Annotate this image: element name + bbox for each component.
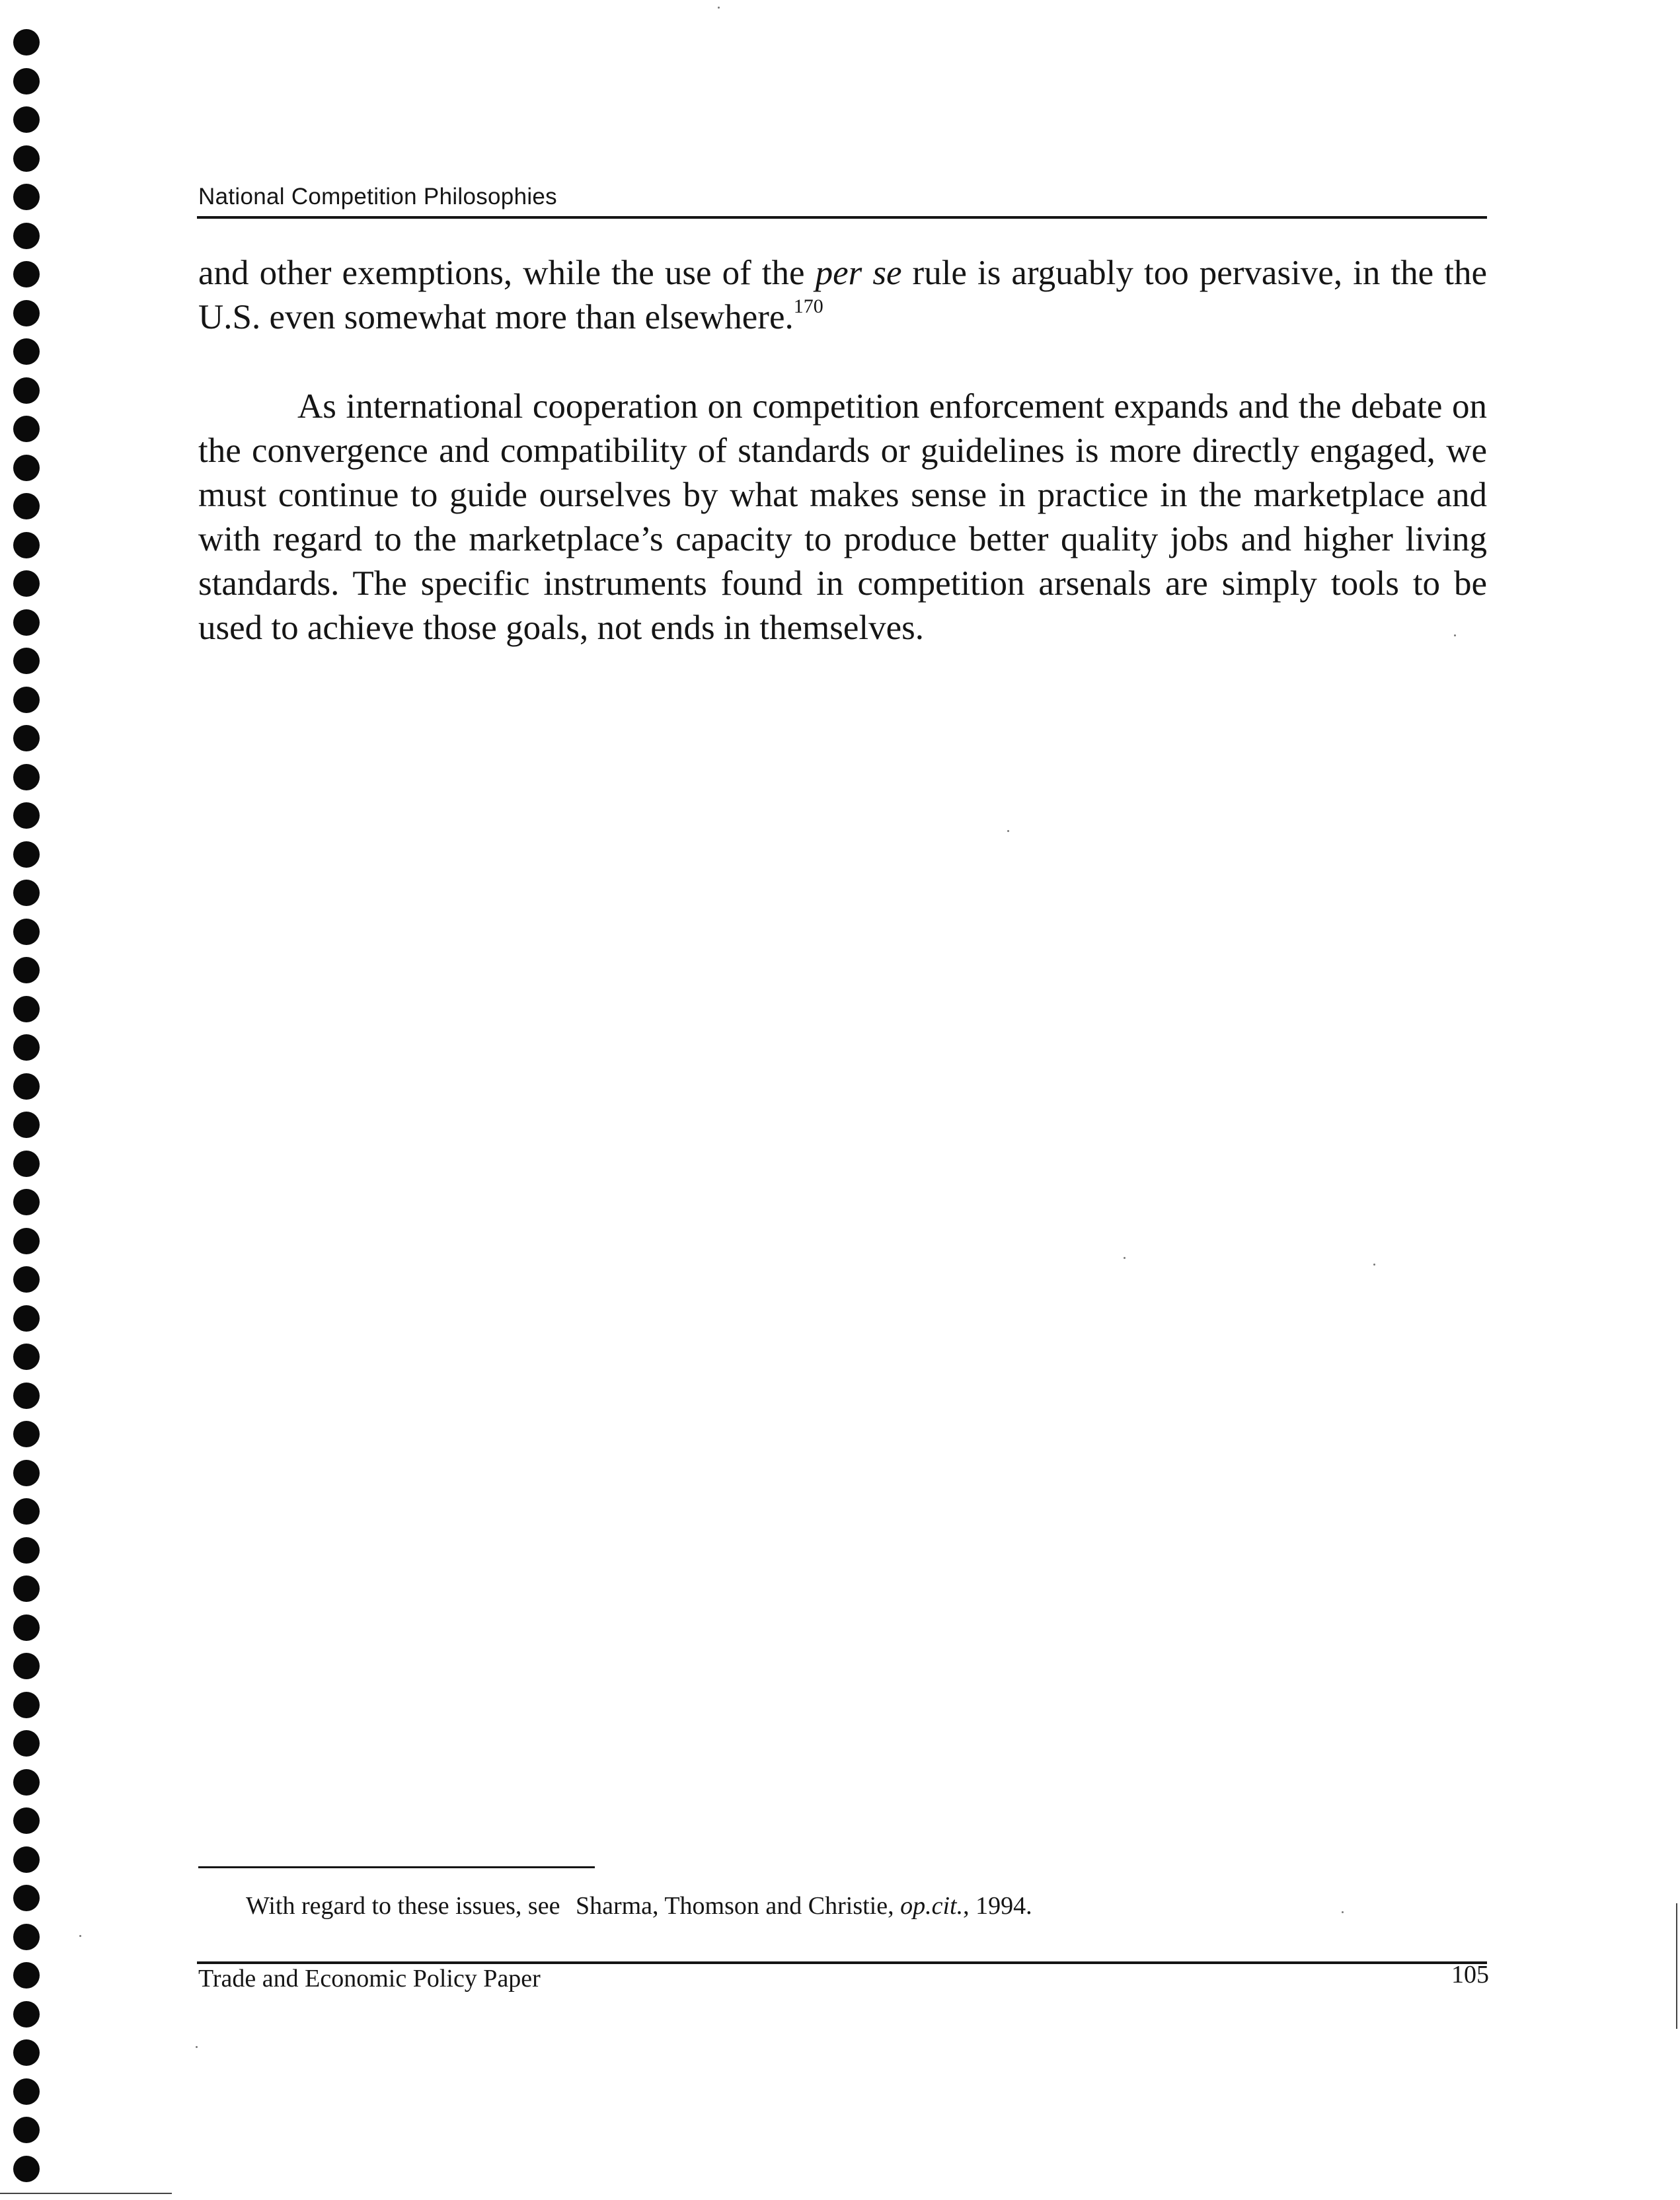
binding-hole	[13, 493, 40, 519]
scan-speck	[1124, 1257, 1126, 1259]
binding-hole	[13, 68, 40, 95]
binding-hole	[13, 1614, 40, 1641]
binding-hole	[13, 1344, 40, 1370]
binding-hole	[13, 2078, 40, 2105]
binding-hole	[13, 532, 40, 558]
binding-hole	[13, 1885, 40, 1911]
binding-hole	[13, 648, 40, 674]
scan-speck	[79, 1935, 81, 1937]
scan-edge-line-right	[1676, 1903, 1677, 2029]
binding-hole	[13, 455, 40, 481]
binding-hole	[13, 880, 40, 906]
binding-hole	[13, 29, 40, 56]
scan-speck	[1007, 830, 1009, 832]
footnote-authors: Sharma, Thomson and Christie,	[575, 1892, 894, 1920]
footnote-rule	[198, 1866, 595, 1868]
binding-hole	[13, 1112, 40, 1138]
scan-speck	[196, 2046, 198, 2048]
page-number: 105	[1451, 1961, 1489, 1989]
body-paragraph-1	[198, 251, 1487, 340]
binding-hole	[13, 106, 40, 133]
binding-hole	[13, 1305, 40, 1332]
binding-hole	[13, 841, 40, 868]
binding-hole	[13, 377, 40, 404]
footnote	[246, 1891, 1032, 1920]
binding-hole	[13, 1730, 40, 1757]
para1-italic-per-se: per se	[815, 254, 902, 292]
scan-speck	[1342, 1911, 1344, 1913]
binding-hole	[13, 1460, 40, 1486]
binding-hole	[13, 1653, 40, 1679]
binding-hole	[13, 184, 40, 210]
scan-speck	[718, 7, 720, 9]
binding-hole	[13, 1692, 40, 1718]
binding-hole	[13, 2117, 40, 2143]
scan-speck	[1454, 634, 1456, 636]
binding-hole	[13, 416, 40, 442]
binding-hole	[13, 1034, 40, 1061]
binding-hole	[13, 300, 40, 326]
header-rule	[197, 216, 1487, 219]
binding-hole	[13, 1962, 40, 1989]
binding-hole	[13, 145, 40, 172]
binding-hole	[13, 1575, 40, 1602]
footnote-reference: 170	[793, 295, 823, 317]
binding-hole	[13, 338, 40, 365]
binding-hole	[13, 261, 40, 287]
binding-hole	[13, 1073, 40, 1100]
binding-hole	[13, 2001, 40, 2028]
binding-hole	[13, 1228, 40, 1254]
binding-hole	[13, 919, 40, 945]
binding-hole	[13, 725, 40, 751]
binding-hole	[13, 1846, 40, 1873]
binding-hole	[13, 570, 40, 597]
para1-text-end: rule is arguably too pervasive, in the the U.S. even somewhat more than elsewhere.	[198, 254, 1487, 336]
binding-hole	[13, 2156, 40, 2182]
scan-edge-line-bottom	[0, 2193, 172, 2194]
binding-hole	[13, 1383, 40, 1409]
binding-hole	[13, 2039, 40, 2066]
binding-hole	[13, 223, 40, 249]
binding-hole	[13, 1924, 40, 1950]
binding-hole	[13, 1769, 40, 1796]
footnote-italic-op-cit: op.cit.	[900, 1892, 964, 1920]
running-header: National Competition Philosophies	[198, 184, 557, 209]
footnote-text-start: With regard to these issues, see	[246, 1892, 560, 1920]
binding-hole	[13, 687, 40, 713]
scan-speck	[1373, 1264, 1375, 1266]
binding-hole	[13, 1537, 40, 1564]
binding-hole	[13, 1421, 40, 1447]
binding-hole	[13, 1151, 40, 1177]
binding-hole	[13, 802, 40, 829]
footnote-text-end: , 1994.	[963, 1892, 1032, 1920]
binding-holes	[13, 29, 42, 2190]
binding-hole	[13, 996, 40, 1022]
binding-hole	[13, 957, 40, 983]
binding-hole	[13, 764, 40, 790]
binding-hole	[13, 609, 40, 636]
binding-hole	[13, 1498, 40, 1525]
body-paragraph-2: As international cooperation on competition enforcement expands and the debate on the convergence and compatibility of standards or guidelines is more directly engaged, we must continue to guide ourselves by what makes sense in practice in the marketplace and with regard to the marketplace’s capacity to produce better quality jobs and higher living standards. The specific instruments found in competition arsenals are simply tools to be used to achieve those goals, not ends in themselves.	[198, 387, 1487, 647]
binding-hole	[13, 1189, 40, 1215]
binding-hole	[13, 1807, 40, 1834]
footer-title: Trade and Economic Policy Paper	[198, 1965, 541, 1992]
para1-text-start: and other exemptions, while the use of the	[198, 254, 816, 292]
binding-hole	[13, 1266, 40, 1293]
